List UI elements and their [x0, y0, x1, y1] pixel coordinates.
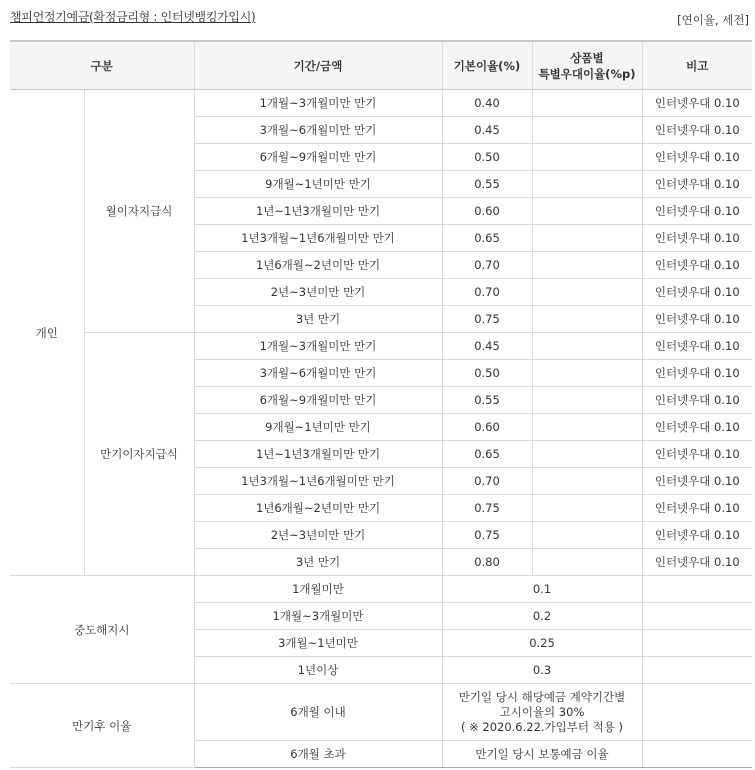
subcategory-monthly: 월이자지급식: [84, 90, 194, 333]
table-row: [10, 576, 752, 603]
period-cell: 6개월~9개월미만 만기: [194, 387, 442, 414]
special-rate-cell: [532, 387, 642, 414]
remark-cell: 인터넷우대 0.10: [642, 90, 752, 117]
period-cell: 1년6개월~2년미만 만기: [194, 252, 442, 279]
header-remark: 비고: [642, 41, 752, 90]
remark-cell: 인터넷우대 0.10: [642, 549, 752, 576]
base-rate-cell: 0.75: [442, 306, 532, 333]
interest-rate-table: [10, 40, 752, 768]
period-cell: 1년3개월~1년6개월미만 만기: [194, 468, 442, 495]
table-row: [10, 90, 752, 117]
rate-cell: 0.25: [442, 630, 642, 657]
base-rate-cell: 0.60: [442, 414, 532, 441]
rate-cell: 0.2: [442, 603, 642, 630]
subcategory-maturity: 만기이자지급식: [84, 333, 194, 576]
special-rate-cell: [532, 360, 642, 387]
base-rate-cell: 0.65: [442, 225, 532, 252]
remark-cell: 인터넷우대 0.10: [642, 279, 752, 306]
rate-cell: 0.1: [442, 576, 642, 603]
remark-cell: 인터넷우대 0.10: [642, 117, 752, 144]
period-cell: 1개월미만: [194, 576, 442, 603]
base-rate-cell: 0.70: [442, 468, 532, 495]
special-rate-cell: [532, 144, 642, 171]
post-maturity-note-line2: 고시이율의 30%: [499, 704, 585, 719]
remark-cell: 인터넷우대 0.10: [642, 522, 752, 549]
remark-cell: 인터넷우대 0.10: [642, 495, 752, 522]
header-special-rate-line1: 상품별: [570, 50, 604, 65]
base-rate-cell: 0.55: [442, 387, 532, 414]
special-rate-cell: [532, 252, 642, 279]
post-maturity-note-line3: ( ※ 2020.6.22.가입부터 적용 ): [460, 719, 624, 734]
remark-cell: 인터넷우대 0.10: [642, 441, 752, 468]
period-cell: 6개월~9개월미만 만기: [194, 144, 442, 171]
base-rate-cell: 0.70: [442, 279, 532, 306]
period-cell: 2년~3년미만 만기: [194, 279, 442, 306]
period-cell: 1년3개월~1년6개월미만 만기: [194, 225, 442, 252]
category-post-maturity: 만기후 이율: [10, 684, 194, 768]
page-title: 챔피언정기예금(확정금리형 : 인터넷뱅킹가입시): [10, 10, 256, 24]
period-cell: 3개월~6개월미만 만기: [194, 360, 442, 387]
special-rate-cell: [532, 468, 642, 495]
post-maturity-within-rate: [442, 684, 642, 741]
table-row: [10, 684, 752, 741]
remark-cell: 인터넷우대 0.10: [642, 198, 752, 225]
special-rate-cell: [532, 90, 642, 117]
header-category: 구분: [10, 41, 194, 90]
remark-cell: 인터넷우대 0.10: [642, 360, 752, 387]
table-header-row: [10, 41, 752, 90]
base-rate-cell: 0.40: [442, 90, 532, 117]
period-cell: 1년~1년3개월미만 만기: [194, 198, 442, 225]
period-cell: 3개월~1년미만: [194, 630, 442, 657]
base-rate-cell: 0.75: [442, 495, 532, 522]
special-rate-cell: [532, 171, 642, 198]
period-cell: 1년이상: [194, 657, 442, 684]
base-rate-cell: 0.45: [442, 333, 532, 360]
remark-cell: 인터넷우대 0.10: [642, 171, 752, 198]
base-rate-cell: 0.80: [442, 549, 532, 576]
base-rate-cell: 0.60: [442, 198, 532, 225]
unit-label: [연이율, 세전]: [677, 13, 749, 27]
period-cell: 1년~1년3개월미만 만기: [194, 441, 442, 468]
header-period: 기간/금액: [194, 41, 442, 90]
base-rate-cell: 0.65: [442, 441, 532, 468]
period-cell: 1년6개월~2년미만 만기: [194, 495, 442, 522]
special-rate-cell: [532, 306, 642, 333]
remark-cell: 인터넷우대 0.10: [642, 387, 752, 414]
category-individual: 개인: [10, 90, 84, 576]
period-cell: 3년 만기: [194, 306, 442, 333]
table-row: [10, 333, 752, 360]
header-special-rate: [532, 41, 642, 90]
special-rate-cell: [532, 441, 642, 468]
header-base-rate: 기본이율(%): [442, 41, 532, 90]
remark-cell: [642, 684, 752, 741]
post-maturity-note-line1: 만기일 당시 해당예금 계약기간별: [458, 689, 626, 704]
special-rate-cell: [532, 522, 642, 549]
period-cell: 3개월~6개월미만 만기: [194, 117, 442, 144]
period-cell: 9개월~1년미만 만기: [194, 171, 442, 198]
remark-cell: [642, 603, 752, 630]
period-cell: 2년~3년미만 만기: [194, 522, 442, 549]
rate-cell: 0.3: [442, 657, 642, 684]
remark-cell: [642, 576, 752, 603]
special-rate-cell: [532, 279, 642, 306]
remark-cell: 인터넷우대 0.10: [642, 414, 752, 441]
special-rate-cell: [532, 225, 642, 252]
period-cell: 6개월 초과: [194, 741, 442, 768]
period-cell: 9개월~1년미만 만기: [194, 414, 442, 441]
base-rate-cell: 0.75: [442, 522, 532, 549]
remark-cell: [642, 741, 752, 768]
base-rate-cell: 0.70: [442, 252, 532, 279]
special-rate-cell: [532, 495, 642, 522]
category-early-termination: 중도해지시: [10, 576, 194, 684]
period-cell: 1개월~3개월미만: [194, 603, 442, 630]
special-rate-cell: [532, 198, 642, 225]
remark-cell: [642, 630, 752, 657]
remark-cell: [642, 657, 752, 684]
period-cell: 1개월~3개월미만 만기: [194, 333, 442, 360]
remark-cell: 인터넷우대 0.10: [642, 468, 752, 495]
period-cell: 3년 만기: [194, 549, 442, 576]
special-rate-cell: [532, 117, 642, 144]
remark-cell: 인터넷우대 0.10: [642, 306, 752, 333]
special-rate-cell: [532, 414, 642, 441]
special-rate-cell: [532, 333, 642, 360]
base-rate-cell: 0.55: [442, 171, 532, 198]
base-rate-cell: 0.50: [442, 360, 532, 387]
remark-cell: 인터넷우대 0.10: [642, 333, 752, 360]
base-rate-cell: 0.45: [442, 117, 532, 144]
post-maturity-over-rate: 만기일 당시 보통예금 이율: [442, 741, 642, 768]
remark-cell: 인터넷우대 0.10: [642, 252, 752, 279]
base-rate-cell: 0.50: [442, 144, 532, 171]
remark-cell: 인터넷우대 0.10: [642, 225, 752, 252]
remark-cell: 인터넷우대 0.10: [642, 144, 752, 171]
special-rate-cell: [532, 549, 642, 576]
period-cell: 1개월~3개월미만 만기: [194, 90, 442, 117]
header-special-rate-line2: 특별우대이율(%p): [538, 66, 636, 81]
period-cell: 6개월 이내: [194, 684, 442, 741]
